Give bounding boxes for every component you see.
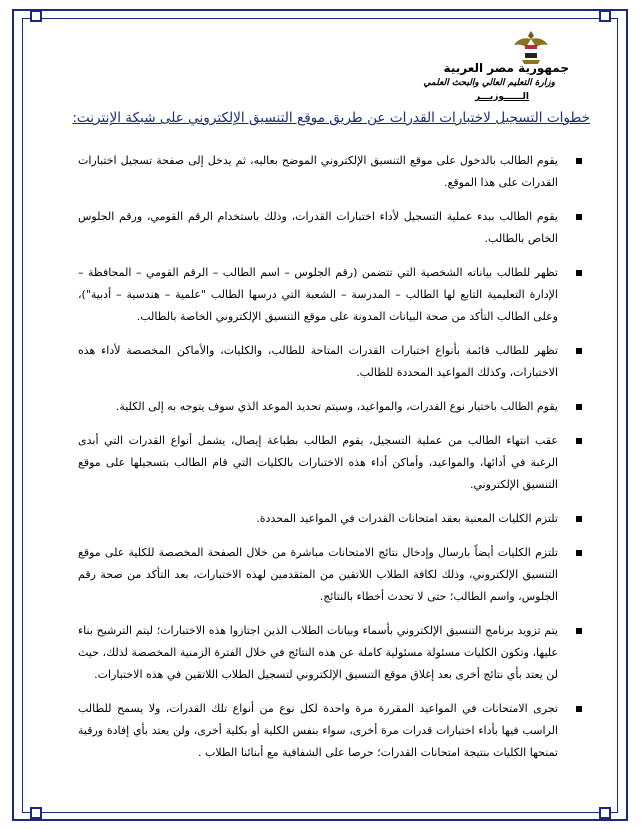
step-item [78,542,588,608]
bullet-icon [576,516,582,522]
step-text: تظهر للطالب قائمة بأنواع اختبارات القدرات المتاحة للطالب، والكليات، والأماكن المخصصة لأداء هذه الاختبارات، وكذلك المواعيد المحددة للطالب. [78,344,558,379]
border-corner-bottom-right [599,807,611,819]
bullet-icon [576,270,582,276]
border-corner-top-right [599,10,611,22]
step-text: يتم تزويد برنامج التنسيق الإلكتروني بأسماء وبيانات الطلاب الذين اجتازوا هذه الاختبارات؛ ليتم الترشيح بناء عليها، وتكون الكليات مسئولة مسئولية كاملة عن هذه النتائج في خلال الفترة الزمنية المخصصة لذلك، حيث لن يعتد بأي نتائج أخرى بعد إغلاق موقع التنسيق الإلكتروني لتسجيل الطلاب اللاتقين في هذه الاختبارات. [78,624,558,681]
step-item [78,396,588,418]
step-text: تلتزم الكليات أيضاً بارسال وإدخال نتائج الامتحانات مباشرة من خلال الصفحة المخصصة للكلية على موقع التنسيق الإلكتروني، وذلك لكافة الطلاب اللاتقين من المتقدمين لهذه الاختبارات، بعد التأكد من صحة رقم الجلوس، واسم الطالب؛ حتى لا تحدث أخطاء بالنتائج. [78,546,558,603]
step-text: يقوم الطالب بالدخول على موقع التنسيق الإلكتروني الموضح بعاليه، ثم يدخل إلى صفحة تسجيل اختبارات القدرات على هذا الموقع. [78,154,558,189]
step-text: تجرى الامتحانات في المواعيد المقررة مرة واحدة لكل نوع من أنواع تلك القدرات، ولا يسمح للطالب الراسب فيها بأداء اختبارات قدرات مرة أخرى، سواء بنفس الكلية أو بكلية أخرى، ولن يعتد بأي إفادة ورقية تمنحها الكليات بنتيجة امتحانات القدرات؛ حرصا على الشفافية مع أبنائنا الطلاب . [78,702,558,759]
country-name: جمهورية مصر العربية [443,61,569,75]
step-item [78,430,588,496]
bullet-icon [576,628,582,634]
ministry-name: وزارة التعليم العالي والبحث العلمي [423,78,555,88]
step-item [78,340,588,384]
step-item [78,508,588,530]
border-corner-bottom-left [30,807,42,819]
step-item [78,620,588,686]
step-text: تلتزم الكليات المعنية بعقد امتحانات القدرات في المواعيد المحددة. [256,512,558,525]
step-text: يقوم الطالب باختيار نوع القدرات، والمواعيد، وسيتم تحديد الموعد الذي سوف يتوجه به إلى الكلية. [115,400,558,413]
bullet-icon [576,158,582,164]
bullet-icon [576,550,582,556]
letterhead [319,60,569,104]
step-item [78,262,588,328]
steps-section [78,150,588,776]
page-title: خطوات التسجيل لاختبارات القدرات عن طريق موقع التنسيق الإلكتروني على شبكة الإنترنت: [72,110,590,126]
steps-list [78,150,588,764]
step-item [78,698,588,764]
border-corner-top-left [30,10,42,22]
bullet-icon [576,214,582,220]
step-text: يقوم الطالب ببدء عملية التسجيل لأداء اختبارات القدرات، وذلك باستخدام الرقم القومي، ورقم الجلوس الخاص بالطالب. [78,210,558,245]
bullet-icon [576,706,582,712]
step-text: تظهر للطالب بياناته الشخصية التي تتضمن (رقم الجلوس – اسم الطالب – الرقم القومي – المحافظة – الإدارة التعليمية التابع لها الطالب – المدرسة – الشعبة التي درسها الطالب "علمية – هندسية – أدبية")، وعلى الطالب التأكد من صحة البيانات المدونة على موقع التنسيق الإلكتروني الخاصة بالطالب. [78,266,558,323]
step-item [78,150,588,194]
bullet-icon [576,404,582,410]
step-text: عقب انتهاء الطالب من عملية التسجيل، يقوم الطالب بطباعة إيصال، يشمل أنواع القدرات التي أبدى الرغبة في أدائها، والمواعيد، وأماكن أداء هذه الاختبارات بالكليات التي قام الطالب بتسجيلها على موقع التنسيق الإلكتروني. [78,434,558,491]
bullet-icon [576,348,582,354]
minister-title: الــــــوزيـــر [475,92,529,102]
step-item [78,206,588,250]
bullet-icon [576,438,582,444]
